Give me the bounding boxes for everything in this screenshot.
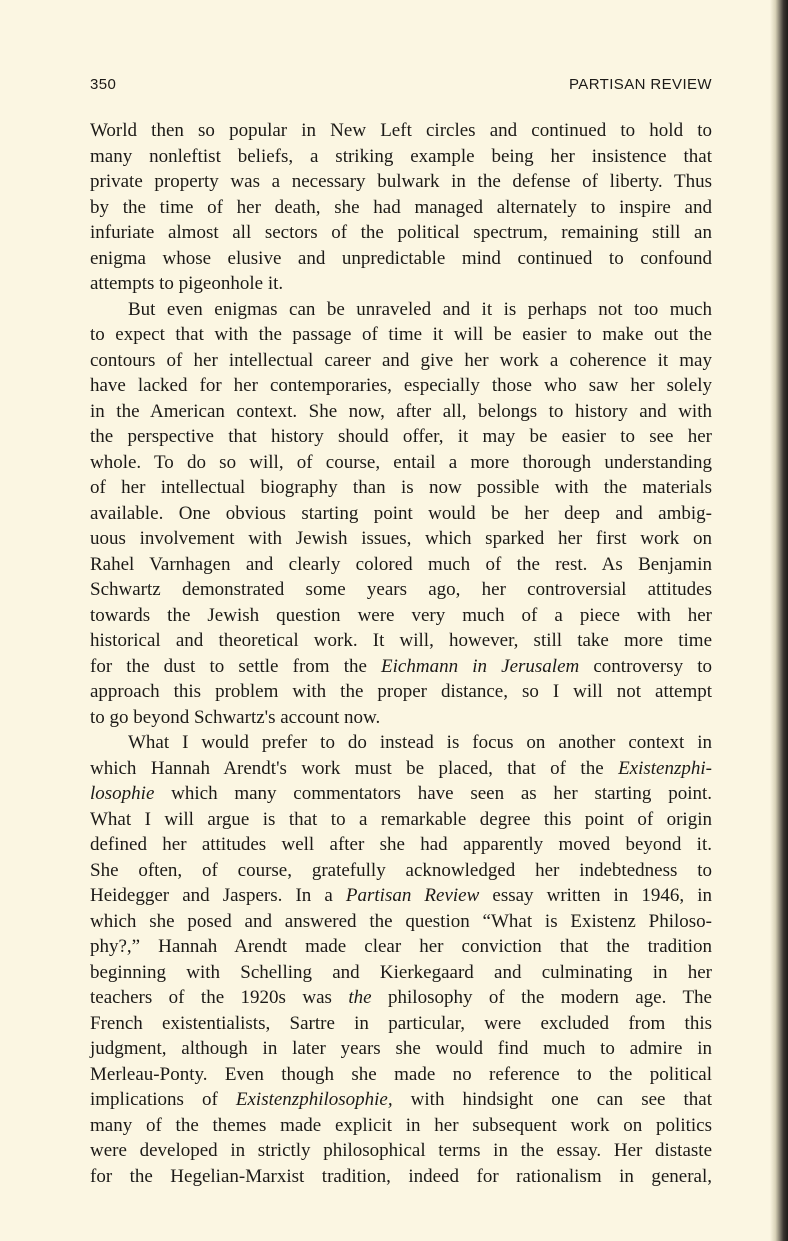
text-line [90, 1036, 712, 1062]
text-line [90, 1087, 712, 1113]
text-line [90, 450, 712, 476]
text-line [90, 1113, 712, 1139]
text-segment: historical and theoretical work. It will, however, still take more time [90, 630, 712, 651]
text-segment: towards the Jewish question were very much of a piece with her [90, 604, 712, 626]
italic-text: the [348, 987, 372, 1008]
text-line [90, 858, 712, 884]
text-line [90, 756, 712, 782]
page-header [90, 76, 712, 98]
text-segment: for the dust to settle from the [90, 655, 382, 677]
text-line [90, 526, 712, 552]
text-segment: many of the themes made explicit in her subsequent work on politics [90, 1114, 712, 1136]
text-segment: philosophy of the modern age. The [371, 987, 712, 1008]
text-segment: many nonleftist beliefs, a striking example being her insistence that [90, 145, 712, 167]
text-segment: enigma whose elusive and unpredictable mind continued to confound [90, 247, 712, 269]
text-segment: contours of her intellectual career and give her work a coherence it may [90, 349, 712, 371]
text-line [90, 883, 712, 909]
text-segment: which Hannah Arendt's work must be placed, that of the [90, 757, 619, 779]
text-segment: were developed in strictly philosophical terms in the essay. Her distaste [90, 1140, 712, 1161]
text-line [90, 985, 712, 1011]
text-segment: beginning with Schelling and Kierkegaard and culminating in her [90, 961, 712, 983]
text-line [90, 1138, 712, 1164]
text-segment: But even enigmas can be unraveled and it is perhaps not too much [128, 298, 712, 320]
text-segment: private property was a necessary bulwark in the defense of liberty. Thus [90, 171, 712, 192]
text-line [90, 348, 712, 374]
text-segment: in the American context. She now, after all, belongs to history and with [90, 400, 712, 422]
text-segment: approach this problem with the proper distance, so I will not attempt [90, 681, 712, 702]
text-line [90, 1062, 712, 1088]
text-segment: uous involvement with Jewish issues, which sparked her first work on [90, 528, 712, 549]
text-line [90, 832, 712, 858]
text-segment: Merleau-Ponty. Even though she made no reference to the political [90, 1063, 712, 1085]
text-line [90, 501, 712, 527]
text-line [90, 730, 712, 756]
text-line [90, 297, 712, 323]
text-segment: controversy to [579, 655, 712, 677]
body-text [90, 118, 712, 1189]
text-segment: What I will argue is that to a remarkable degree this point of origin [90, 808, 712, 830]
text-line [90, 271, 712, 297]
text-line [90, 603, 712, 629]
italic-text: Partisan Review [345, 885, 480, 906]
italic-text: Existenzphi- [618, 757, 712, 779]
text-line [90, 807, 712, 833]
text-line [90, 934, 712, 960]
text-line [90, 399, 712, 425]
text-line [90, 195, 712, 221]
text-segment: She often, of course, gratefully acknowledged her indebtedness to [90, 859, 712, 881]
text-segment: Rahel Varnhagen and clearly colored much of the rest. As Benjamin [90, 553, 712, 575]
text-segment: have lacked for her contemporaries, especially those who saw her solely [90, 375, 712, 396]
page-number: 350 [90, 76, 117, 93]
text-segment: of her intellectual biography than is now possible with the materials [90, 477, 712, 498]
page-edge-shadow [770, 0, 788, 1241]
italic-text: Eichmann in Jerusalem [381, 655, 580, 677]
text-line [90, 1164, 712, 1190]
text-segment: to go beyond Schwartz's account now. [90, 706, 381, 728]
italic-text: losophie [90, 783, 155, 804]
text-segment: defined her attitudes well after she had apparently moved beyond it. [90, 834, 712, 855]
text-segment: by the time of her death, she had managed alternately to inspire and [90, 196, 712, 218]
text-segment: whole. To do so will, of course, entail a more thorough understanding [90, 451, 712, 473]
text-line [90, 577, 712, 603]
text-line [90, 144, 712, 170]
text-segment: essay written in 1946, in [479, 885, 713, 906]
text-line [90, 960, 712, 986]
text-segment: the perspective that history should offer, it may be easier to see her [90, 426, 712, 447]
text-line [90, 322, 712, 348]
text-segment: Heidegger and Jaspers. In a [90, 885, 346, 906]
text-segment: infuriate almost all sectors of the political spectrum, remaining still an [90, 222, 712, 243]
running-head: PARTISAN REVIEW [569, 76, 712, 93]
text-segment: to expect that with the passage of time it will be easier to make out the [90, 324, 712, 345]
text-line [90, 909, 712, 935]
text-line [90, 246, 712, 272]
text-segment: What I would prefer to do instead is focus on another context in [128, 732, 712, 753]
text-segment: which many commentators have seen as her starting point. [154, 783, 712, 804]
text-line [90, 654, 712, 680]
text-segment: implications of [90, 1089, 236, 1110]
text-line [90, 781, 712, 807]
text-segment: World then so popular in New Left circles and continued to hold to [90, 120, 712, 141]
text-line [90, 679, 712, 705]
text-line [90, 705, 712, 731]
text-line [90, 1011, 712, 1037]
text-segment: available. One obvious starting point would be her deep and ambig- [90, 502, 712, 524]
italic-text: Existenzphilosophie, [235, 1089, 393, 1110]
text-line [90, 475, 712, 501]
text-segment: phy?,” Hannah Arendt made clear her conviction that the tradition [90, 936, 712, 957]
text-segment: teachers of the 1920s was [90, 987, 349, 1008]
text-segment: judgment, although in later years she would find much to admire in [90, 1038, 712, 1059]
text-segment: French existentialists, Sartre in particular, were excluded from this [90, 1012, 712, 1034]
text-segment: Schwartz demonstrated some years ago, her controversial attitudes [90, 579, 712, 600]
text-line [90, 169, 712, 195]
text-line [90, 373, 712, 399]
text-segment: for the Hegelian-Marxist tradition, indeed for rationalism in general, [90, 1165, 712, 1187]
text-line [90, 552, 712, 578]
text-segment: attempts to pigeonhole it. [90, 273, 284, 294]
text-segment: which she posed and answered the question “What is Existenz Philoso- [90, 910, 712, 932]
text-line [90, 220, 712, 246]
text-line [90, 628, 712, 654]
text-segment: with hindsight one can see that [392, 1089, 712, 1110]
text-line [90, 118, 712, 144]
text-line [90, 424, 712, 450]
